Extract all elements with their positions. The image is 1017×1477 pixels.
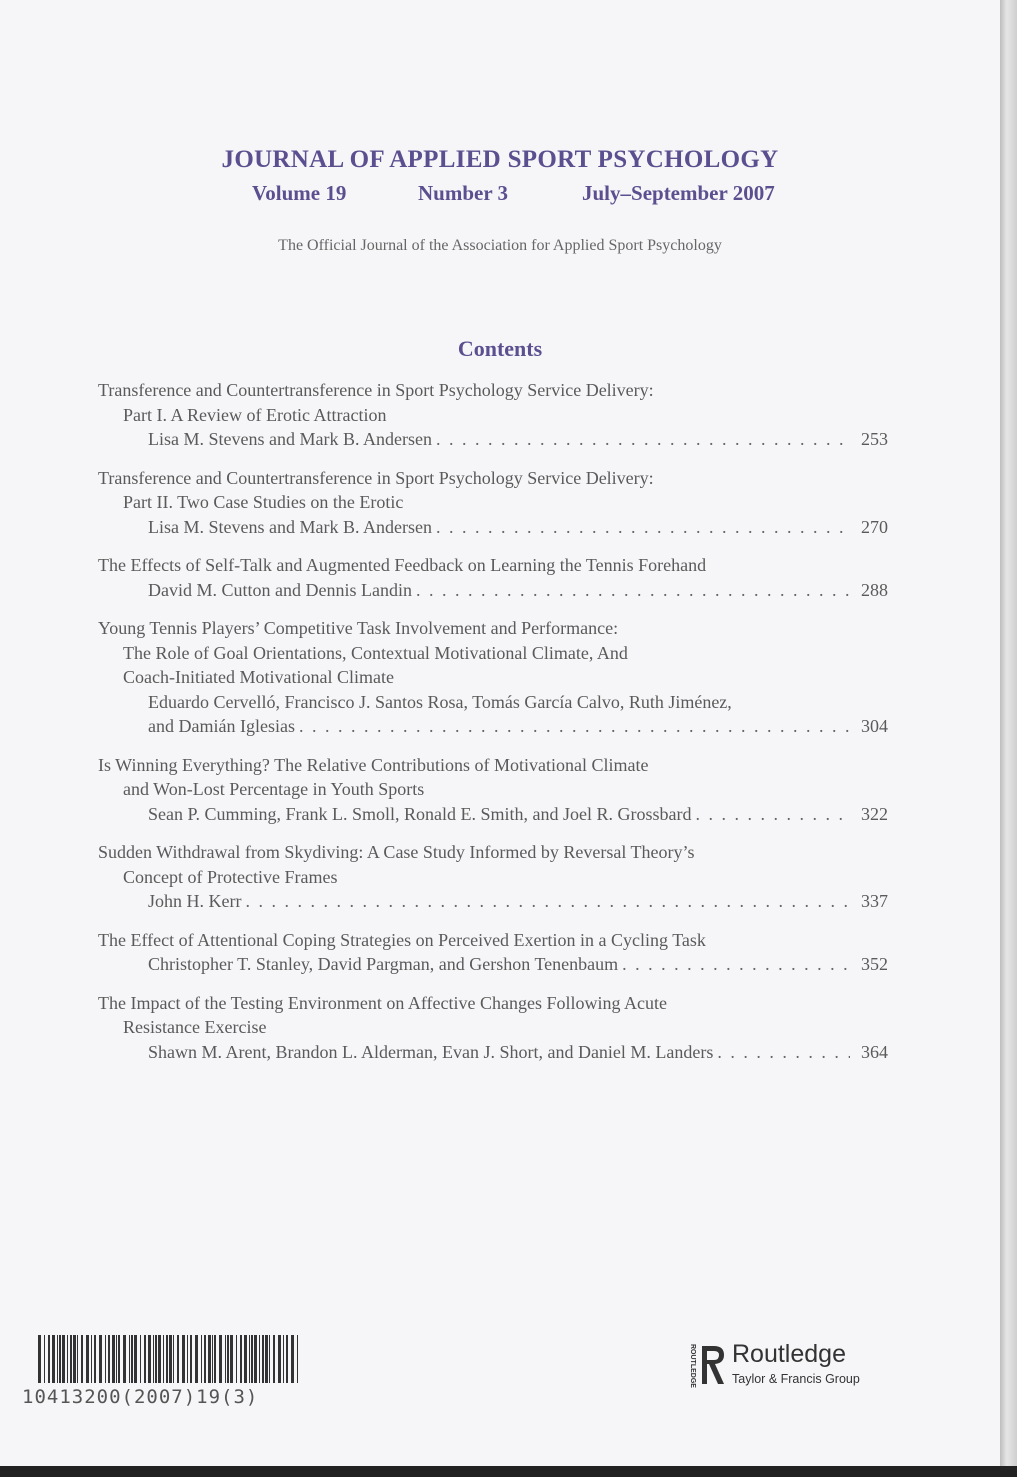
barcode (38, 1335, 300, 1383)
barcode-bar (153, 1335, 154, 1383)
barcode-bar (278, 1335, 281, 1383)
toc-entry (98, 928, 888, 977)
barcode-bar (269, 1335, 270, 1383)
page-number: 364 (861, 1041, 888, 1062)
number-label: Number 3 (418, 181, 509, 205)
toc-entry (98, 616, 888, 739)
page-number: 253 (861, 429, 888, 449)
dot-leader (299, 714, 850, 739)
publisher-logo (686, 1340, 886, 1392)
article-authors-row (98, 515, 888, 540)
barcode-bar (259, 1335, 260, 1383)
barcode-bar (73, 1335, 76, 1383)
article-authors-row (98, 714, 888, 739)
page-edge (1000, 0, 1017, 1477)
barcode-bar (77, 1335, 78, 1383)
page-number: 322 (861, 803, 888, 824)
dot-leader (717, 1040, 850, 1065)
table-of-contents (98, 378, 888, 1078)
toc-entry (98, 840, 888, 914)
barcode-bar (249, 1335, 250, 1383)
page-number: 270 (861, 516, 888, 537)
article-authors-row (98, 427, 888, 452)
barcode-bar (244, 1335, 247, 1383)
barcode-bar (254, 1335, 257, 1383)
barcode-bar (44, 1335, 45, 1383)
toc-entry (98, 753, 888, 827)
dot-leader (245, 889, 850, 914)
barcode-bar (148, 1335, 151, 1383)
barcode-bar (57, 1335, 58, 1383)
barcode-bar (134, 1335, 137, 1383)
routledge-r-icon (698, 1342, 726, 1388)
barcode-bar (116, 1335, 117, 1383)
barcode-bar (201, 1335, 202, 1383)
barcode-bar (187, 1335, 188, 1383)
page-number: 337 (861, 891, 888, 911)
article-authors: Lisa M. Stevens and Mark B. Andersen (148, 429, 432, 449)
article-title-line: The Impact of the Testing Environment on Affective Changes Following Acute (98, 992, 667, 1013)
barcode-bar (155, 1335, 157, 1383)
article-title-line: The Role of Goal Orientations, Contextual Motivational Climate, And (123, 642, 628, 663)
article-authors-line: Eduardo Cervelló, Francisco J. Santos Rosa, Tomás García Calvo, Ruth Jiménez, (148, 691, 732, 712)
article-title-line: The Effects of Self-Talk and Augmented Feedback on Learning the Tennis Forehand (98, 555, 707, 575)
publisher-group: Taylor & Francis Group (732, 1372, 860, 1386)
article-title-line: Part II. Two Case Studies on the Erotic (123, 492, 404, 512)
barcode-bar (86, 1335, 89, 1383)
publisher-name: Routledge (732, 1340, 846, 1368)
barcode-bar (251, 1335, 253, 1383)
dot-leader (436, 515, 850, 540)
barcode-bar (262, 1335, 264, 1383)
barcode-bar (219, 1335, 222, 1383)
barcode-bar (182, 1335, 185, 1383)
article-title-line: Part I. A Review of Erotic Attraction (123, 404, 387, 425)
barcode-bar (204, 1335, 206, 1383)
barcode-bar (59, 1335, 61, 1383)
article-authors: Sean P. Cumming, Frank L. Smoll, Ronald E. Smith, and Joel R. Grossbard (148, 803, 692, 824)
barcode-bar (112, 1335, 115, 1383)
barcode-bar (236, 1335, 237, 1383)
barcode-bar (208, 1335, 211, 1383)
article-authors-row (98, 952, 888, 977)
barcode-bar (118, 1335, 120, 1383)
article-authors: Lisa M. Stevens and Mark B. Andersen (148, 516, 432, 537)
barcode-bar (140, 1335, 141, 1383)
barcode-bar (67, 1335, 68, 1383)
barcode-bar (291, 1335, 294, 1383)
article-title-line: Transference and Countertransference in Sport Psychology Service Delivery: (98, 467, 654, 488)
barcode-bar (52, 1335, 55, 1383)
article-authors: and Damián Iglesias (148, 716, 295, 736)
barcode-bar (240, 1335, 242, 1383)
article-authors: John H. Kerr (148, 891, 242, 911)
barcode-bar (190, 1335, 192, 1383)
article-title-line: Young Tennis Players’ Competitive Task Involvement and Performance: (98, 618, 619, 638)
page-number: 352 (861, 954, 888, 974)
dot-leader (696, 802, 851, 827)
page-number: 304 (861, 716, 888, 736)
toc-entry (98, 553, 888, 602)
barcode-bar (283, 1335, 284, 1383)
barcode-bar (123, 1335, 126, 1383)
toc-entry (98, 466, 888, 540)
dot-leader (622, 952, 850, 977)
barcode-bar (62, 1335, 65, 1383)
barcode-bar (163, 1335, 164, 1383)
barcode-bar (158, 1335, 161, 1383)
barcode-bar (230, 1335, 233, 1383)
barcode-bar (286, 1335, 288, 1383)
dot-leader (436, 427, 850, 452)
article-title-line: and Won-Lost Percentage in Youth Sports (123, 779, 425, 799)
barcode-bar (177, 1335, 179, 1383)
barcode-bar (166, 1335, 168, 1383)
article-authors: David M. Cutton and Dennis Landin (148, 579, 412, 600)
page-number: 288 (861, 579, 888, 600)
article-title-line: Coach-Initiated Motivational Climate (123, 667, 394, 687)
volume-label: Volume 19 (252, 181, 347, 205)
barcode-bar (212, 1335, 213, 1383)
barcode-number: 10413200(2007)19(3) (22, 1386, 259, 1408)
journal-subtitle: The Official Journal of the Association for Applied Sport Psychology (278, 237, 722, 254)
barcode-bar (48, 1335, 50, 1383)
article-authors: Christopher T. Stanley, David Pargman, and Gershon Tenenbaum (148, 954, 619, 974)
article-authors-row (98, 802, 888, 827)
article-title-line: Resistance Exercise (123, 1017, 267, 1037)
article-title-line: Sudden Withdrawal from Skydiving: A Case Study Informed by Reversal Theory’s (98, 842, 695, 862)
toc-entry (98, 991, 888, 1065)
barcode-bar (227, 1335, 229, 1383)
article-authors-row (98, 889, 888, 914)
barcode-bar (105, 1335, 106, 1383)
issue-date: July–September 2007 (582, 181, 775, 205)
barcode-bar (70, 1335, 72, 1383)
barcode-bar (225, 1335, 226, 1383)
scan-bottom-edge (0, 1466, 1017, 1477)
barcode-bar (214, 1335, 216, 1383)
publisher-vertical-text: ROUTLEDGE (689, 1344, 696, 1388)
contents-heading: Contents (457, 336, 543, 361)
article-authors-row (98, 1040, 888, 1065)
dot-leader (416, 578, 850, 603)
barcode-bar (297, 1335, 298, 1383)
article-authors-row (98, 578, 888, 603)
barcode-bar (173, 1335, 174, 1383)
barcode-bar (131, 1335, 133, 1383)
article-title-line: Concept of Protective Frames (123, 866, 338, 887)
barcode-bar (38, 1335, 41, 1383)
article-title-line: The Effect of Attentional Coping Strategies on Perceived Exertion in a Cycling Task (98, 929, 706, 950)
toc-entry (98, 378, 888, 452)
barcode-bar (91, 1335, 92, 1383)
barcode-bar (129, 1335, 130, 1383)
journal-title: JOURNAL OF APPLIED SPORT PSYCHOLOGY (221, 146, 779, 173)
barcode-bar (273, 1335, 275, 1383)
barcode-bar (144, 1335, 146, 1383)
barcode-bar (265, 1335, 268, 1383)
article-authors: Shawn M. Arent, Brandon L. Alderman, Evan J. Short, and Daniel M. Landers (148, 1041, 714, 1062)
barcode-bar (195, 1335, 198, 1383)
article-title-line: Is Winning Everything? The Relative Contributions of Motivational Climate (98, 754, 649, 775)
barcode-bar (169, 1335, 172, 1383)
issue-line (252, 181, 812, 207)
barcode-bar (108, 1335, 110, 1383)
barcode-bar (94, 1335, 96, 1383)
barcode-bar (81, 1335, 83, 1383)
article-title-line: Transference and Countertransference in Sport Psychology Service Delivery: (98, 380, 654, 400)
barcode-bar (99, 1335, 102, 1383)
